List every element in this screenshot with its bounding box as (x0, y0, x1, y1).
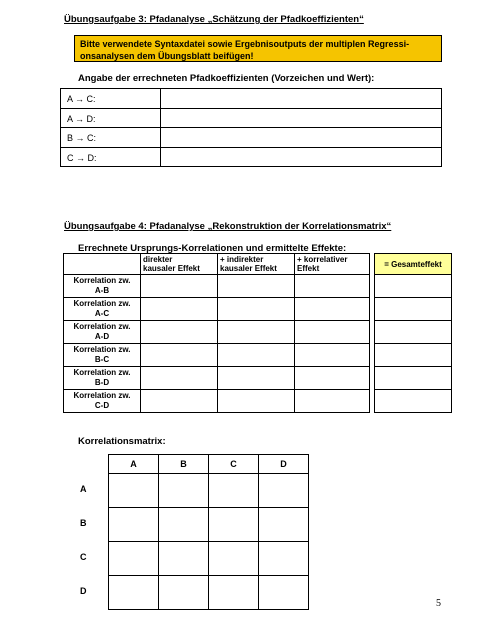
row-label-line1: Korrelation zw. (73, 368, 131, 377)
table-row (61, 89, 442, 109)
table-row (64, 367, 452, 390)
row-label-a-b (64, 275, 141, 298)
table-row (64, 321, 452, 344)
matrix-cell-a-b[interactable] (159, 474, 209, 508)
cell-total-b-c[interactable] (375, 344, 452, 367)
column-indirect-effect (218, 254, 295, 275)
column-correlative-effect (295, 254, 370, 275)
column-indirect-line1: + indirekter (220, 255, 264, 264)
task3-subheading: Angabe der errechneten Pfadkoeffizienten (Vorzeichen und Wert): (78, 73, 375, 84)
column-total-effect: = Gesamteffekt (375, 254, 452, 275)
table-row (62, 508, 309, 542)
row-label-a-d (64, 321, 141, 344)
notice-line-2: onsanalysen dem Übungsblatt beifügen! (80, 51, 254, 61)
matrix-row-a: A (80, 483, 87, 494)
table-row (64, 275, 452, 298)
cell-correlative-a-c[interactable] (295, 298, 370, 321)
cell-direct-b-d[interactable] (141, 367, 218, 390)
matrix-header-row (62, 455, 309, 474)
corner-cell (64, 254, 141, 275)
cell-correlative-c-d[interactable] (295, 390, 370, 413)
cell-indirect-a-b[interactable] (218, 275, 295, 298)
matrix-cell-c-c[interactable] (209, 542, 259, 576)
matrix-cell-d-d[interactable] (259, 576, 309, 610)
table-row (61, 108, 442, 128)
matrix-cell-d-a[interactable] (109, 576, 159, 610)
cell-indirect-b-c[interactable] (218, 344, 295, 367)
table-row (62, 542, 309, 576)
cell-total-a-d[interactable] (375, 321, 452, 344)
row-label-a-c (64, 298, 141, 321)
column-correlative-line1: + korrelativer (297, 255, 348, 264)
path-value-c-d[interactable] (161, 147, 442, 167)
path-value-a-d[interactable] (161, 108, 442, 128)
matrix-cell-a-d[interactable] (259, 474, 309, 508)
cell-correlative-b-d[interactable] (295, 367, 370, 390)
matrix-cell-c-d[interactable] (259, 542, 309, 576)
path-coefficient-table (60, 88, 442, 167)
effects-table (63, 253, 452, 413)
notice-line-1: Bitte verwendete Syntaxdatei sowie Ergebnisoutputs der multiplen Regressi- (80, 39, 410, 49)
correlation-matrix (62, 454, 309, 610)
cell-total-a-b[interactable] (375, 275, 452, 298)
matrix-cell-d-c[interactable] (209, 576, 259, 610)
table-row (62, 576, 309, 610)
row-label-line2: A-B (94, 286, 110, 295)
column-direct-effect (141, 254, 218, 275)
row-label-c-d (64, 390, 141, 413)
row-label-line1: Korrelation zw. (73, 322, 131, 331)
matrix-cell-c-b[interactable] (159, 542, 209, 576)
matrix-cell-a-c[interactable] (209, 474, 259, 508)
task4-subheading: Errechnete Ursprungs-Korrelationen und ermittelte Effekte: (78, 243, 347, 254)
matrix-row-d: D (80, 585, 87, 596)
row-label-line2: B-C (94, 355, 110, 364)
cell-direct-a-c[interactable] (141, 298, 218, 321)
task4-heading: Übungsaufgabe 4: Pfadanalyse „Rekonstruktion der Korrelationsmatrix“ (64, 221, 392, 232)
effects-header-row (64, 254, 452, 275)
table-row (61, 128, 442, 148)
cell-total-a-c[interactable] (375, 298, 452, 321)
table-row (64, 298, 452, 321)
cell-correlative-a-b[interactable] (295, 275, 370, 298)
matrix-cell-b-c[interactable] (209, 508, 259, 542)
cell-correlative-a-d[interactable] (295, 321, 370, 344)
path-label-c-d: C → D: (61, 147, 161, 167)
column-direct-line1: direkter (143, 255, 173, 264)
matrix-cell-b-a[interactable] (109, 508, 159, 542)
cell-correlative-b-c[interactable] (295, 344, 370, 367)
table-row (62, 474, 309, 508)
cell-indirect-b-d[interactable] (218, 367, 295, 390)
row-label-line1: Korrelation zw. (73, 276, 131, 285)
matrix-cell-d-b[interactable] (159, 576, 209, 610)
cell-direct-a-d[interactable] (141, 321, 218, 344)
matrix-cell-b-b[interactable] (159, 508, 209, 542)
row-label-b-c (64, 344, 141, 367)
cell-indirect-c-d[interactable] (218, 390, 295, 413)
row-label-line1: Korrelation zw. (73, 299, 131, 308)
row-label-line1: Korrelation zw. (73, 391, 131, 400)
matrix-title: Korrelationsmatrix: (78, 436, 166, 447)
table-row (64, 344, 452, 367)
column-direct-line2: kausaler Effekt (143, 264, 200, 273)
cell-direct-a-b[interactable] (141, 275, 218, 298)
row-label-line2: B-D (94, 378, 110, 387)
matrix-cell-a-a[interactable] (109, 474, 159, 508)
matrix-row-c: C (80, 551, 87, 562)
matrix-corner (62, 455, 109, 474)
matrix-row-b: B (80, 517, 87, 528)
column-correlative-line2: Effekt (297, 264, 320, 273)
cell-total-b-d[interactable] (375, 367, 452, 390)
cell-direct-b-c[interactable] (141, 344, 218, 367)
cell-total-c-d[interactable] (375, 390, 452, 413)
matrix-col-a: A (109, 455, 159, 474)
path-label-a-c: A → C: (61, 89, 161, 109)
row-label-line2: A-C (94, 309, 110, 318)
row-label-line2: C-D (94, 401, 110, 410)
matrix-col-b: B (159, 455, 209, 474)
task3-heading: Übungsaufgabe 3: Pfadanalyse „Schätzung der Pfadkoeffizienten“ (64, 14, 364, 25)
row-label-b-d (64, 367, 141, 390)
table-row (64, 390, 452, 413)
matrix-cell-b-d[interactable] (259, 508, 309, 542)
page-number: 5 (436, 598, 441, 609)
syntax-notice (74, 35, 442, 62)
path-label-b-c: B → C: (61, 128, 161, 148)
matrix-cell-c-a[interactable] (109, 542, 159, 576)
column-indirect-line2: kausaler Effekt (220, 264, 277, 273)
path-label-a-d: A → D: (61, 108, 161, 128)
path-value-a-c[interactable] (161, 89, 442, 109)
matrix-col-c: C (209, 455, 259, 474)
cell-indirect-a-d[interactable] (218, 321, 295, 344)
cell-indirect-a-c[interactable] (218, 298, 295, 321)
row-label-line1: Korrelation zw. (73, 345, 131, 354)
path-value-b-c[interactable] (161, 128, 442, 148)
table-row (61, 147, 442, 167)
matrix-col-d: D (259, 455, 309, 474)
cell-direct-c-d[interactable] (141, 390, 218, 413)
row-label-line2: A-D (94, 332, 110, 341)
